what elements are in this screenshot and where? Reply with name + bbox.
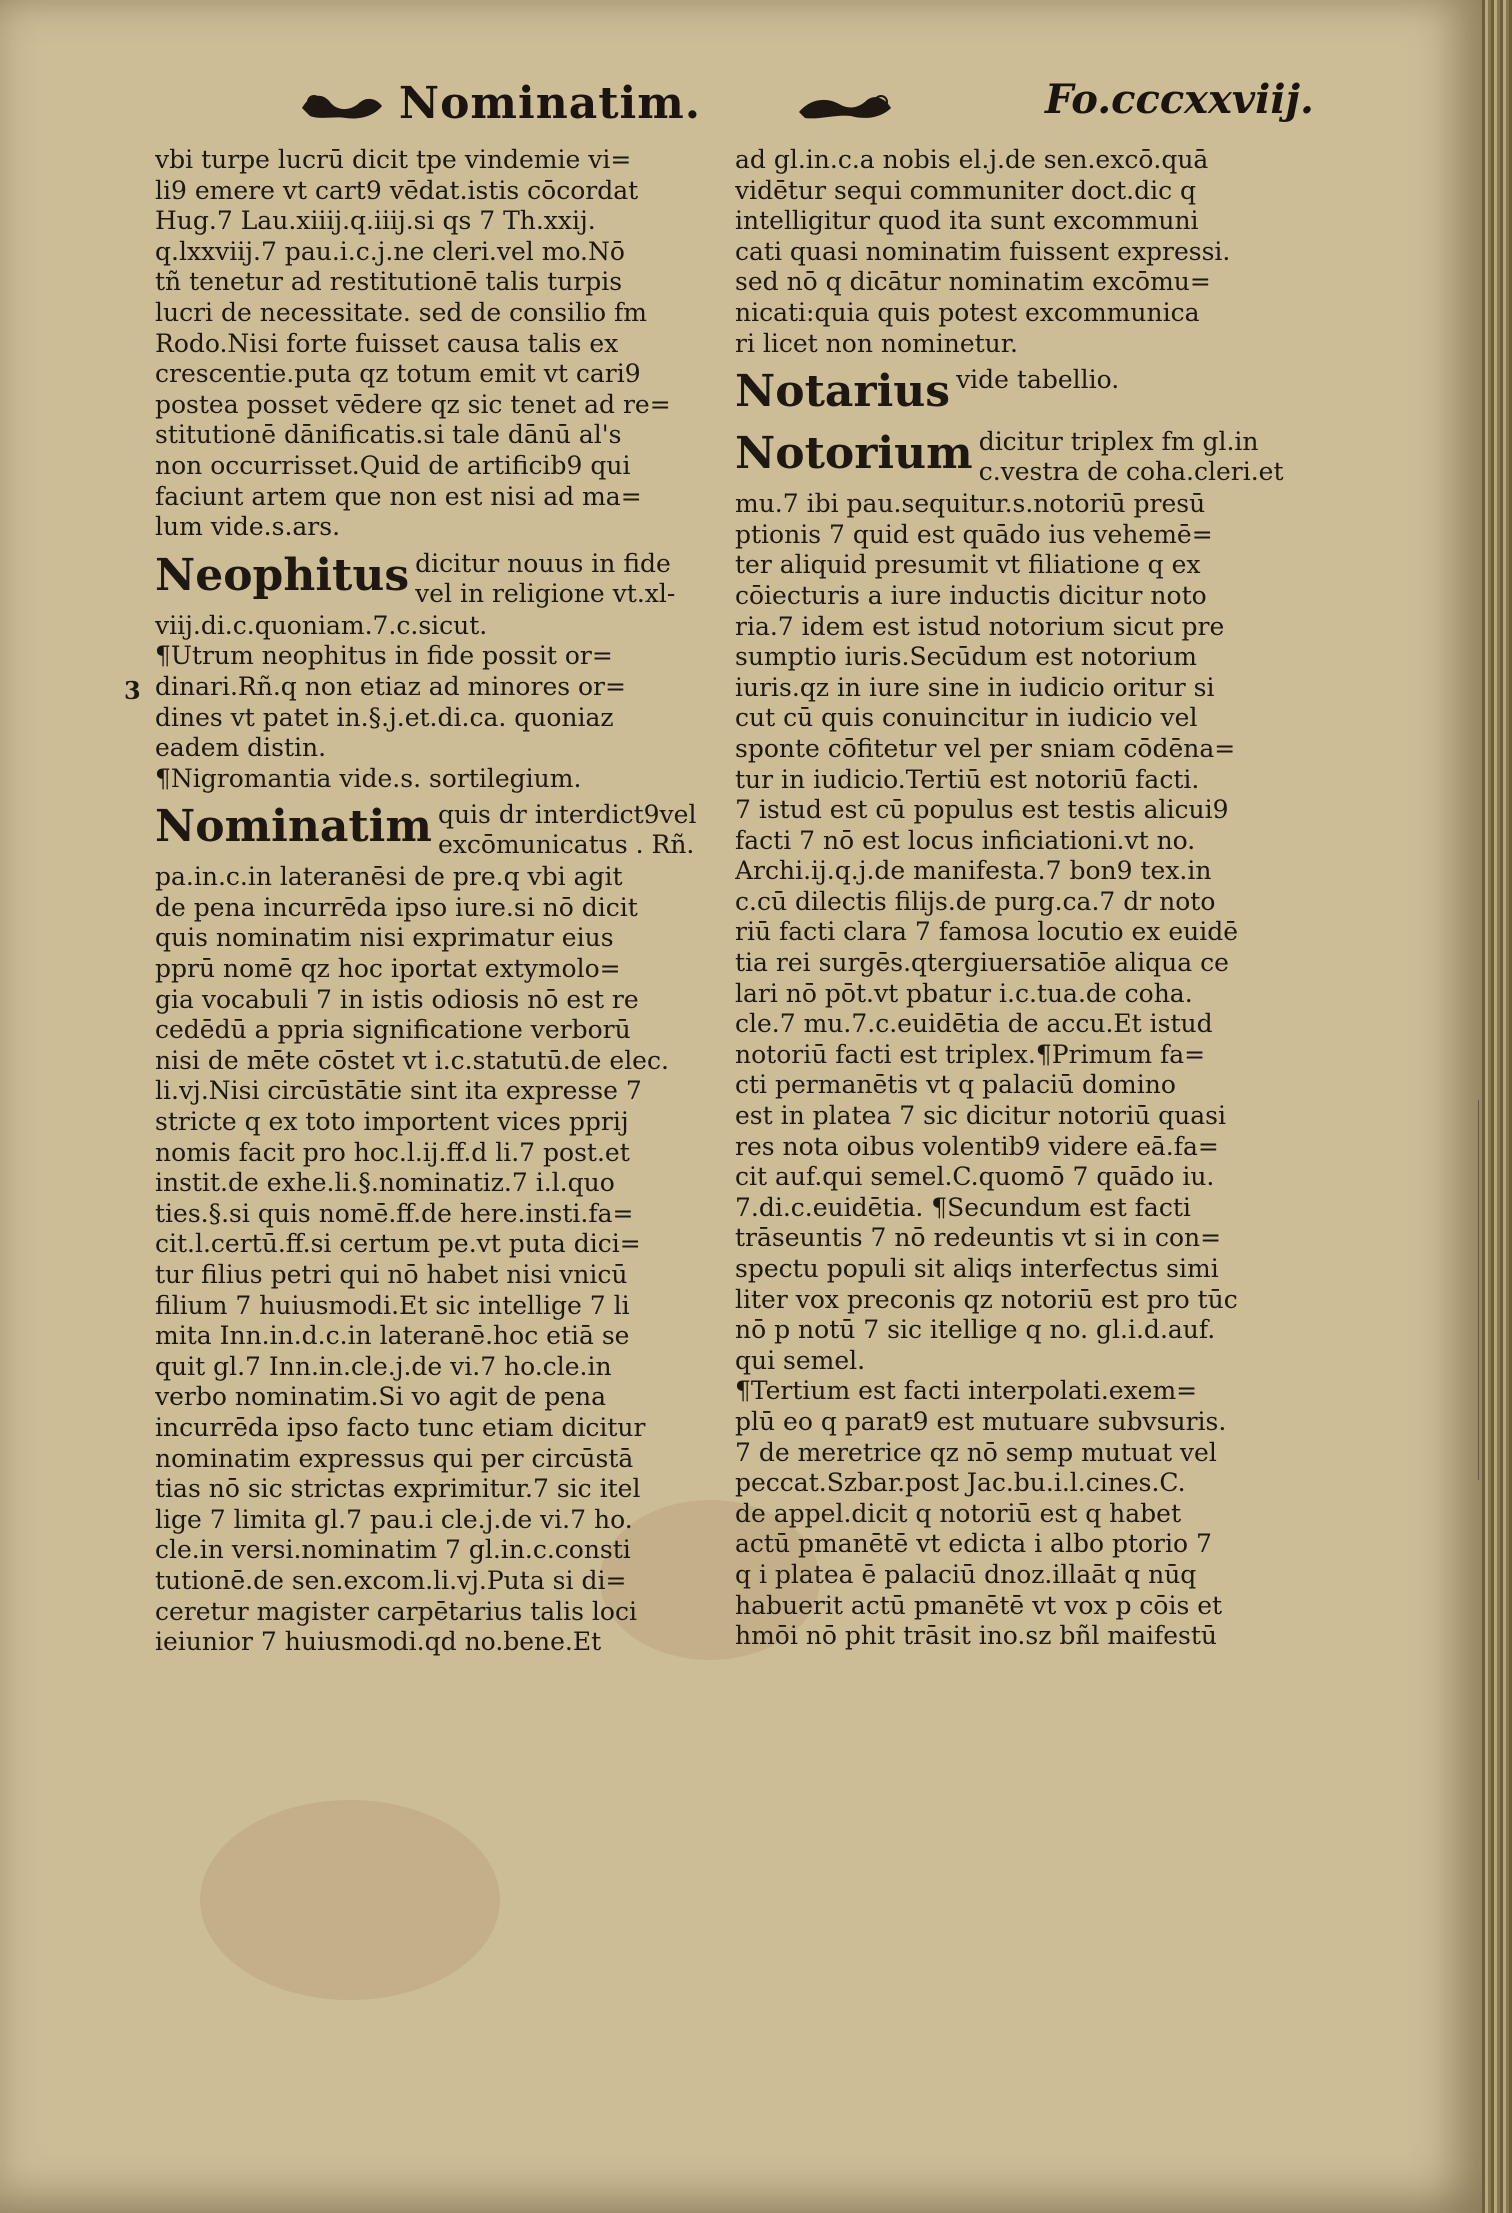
text-line: 7 istud est cū populus est testis alicui9 bbox=[735, 795, 1229, 825]
text-line: liter vox preconis qz notoriū est pro tūc bbox=[735, 1284, 1238, 1314]
text-line: excōmunicatus . Rñ. bbox=[437, 830, 695, 860]
text-line: iuris.qz in iure sine in iudicio oritur si bbox=[735, 672, 1215, 702]
text-line: cut cū quis conuincitur in iudicio vel bbox=[735, 703, 1198, 733]
text-line: dinari.Rñ.q non etiaz ad minores or= bbox=[155, 671, 626, 701]
text-line: cōiecturis a iure inductis dicitur noto bbox=[735, 580, 1207, 610]
text-line: 7.di.c.euidētia. ¶Secundum est facti bbox=[735, 1192, 1191, 1222]
folio-number: Fo.cccxxviij. bbox=[1045, 76, 1314, 123]
text-line: nicati:quia quis potest excommunica bbox=[735, 297, 1200, 327]
pencil-mark bbox=[1470, 1100, 1479, 1480]
left-ornament bbox=[300, 86, 385, 126]
text-line: intelligitur quod ita sunt excommuni bbox=[735, 206, 1199, 236]
text-line: sponte cōfitetur vel per sniam cōdēna= bbox=[735, 733, 1236, 763]
text-line: lige 7 limita gl.7 pau.i cle.j.de vi.7 ho. bbox=[155, 1504, 633, 1534]
text-line: ties.§.si quis nomē.ff.de here.insti.fa= bbox=[155, 1198, 634, 1228]
text-line: qui semel. bbox=[735, 1345, 866, 1375]
text-line: viij.di.c.quoniam.7.c.sicut. bbox=[155, 610, 488, 640]
text-line: de pena incurrēda ipso iure.si nō dicit bbox=[155, 892, 638, 922]
text-line: 7 de meretrice qz nō semp mutuat vel bbox=[735, 1437, 1217, 1467]
headword: Notorium bbox=[735, 428, 973, 480]
text-line: cle.in versi.nominatim 7 gl.in.c.consti bbox=[155, 1535, 631, 1565]
text-line: ria.7 idem est istud notorium sicut pre bbox=[735, 611, 1225, 641]
text-line: habuerit actū pmanētē vt vox p cōis et bbox=[735, 1590, 1223, 1620]
text-line: tñ tenetur ad restitutionē talis turpis bbox=[155, 267, 623, 297]
text-line: Rodo.Nisi forte fuisset causa talis ex bbox=[155, 328, 619, 358]
headword-gloss bbox=[415, 547, 675, 609]
left-column bbox=[155, 145, 715, 1658]
headword: Neophitus bbox=[155, 549, 410, 601]
left-text-top bbox=[155, 145, 715, 543]
text-line: incurrēda ipso facto tunc etiam dicitur bbox=[155, 1412, 646, 1442]
text-line: facti 7 nō est locus inficiationi.vt no. bbox=[735, 825, 1196, 855]
text-line: quis dr interdict9vel bbox=[437, 800, 697, 830]
text-line: verbo nominatim.Si vo agit de pena bbox=[155, 1382, 607, 1412]
text-line: faciunt artem que non est nisi ad ma= bbox=[155, 481, 642, 511]
text-line: spectu populi sit aliqs interfectus simi bbox=[735, 1254, 1219, 1283]
text-line: ¶Utrum neophitus in fide possit or= bbox=[155, 641, 613, 671]
right-text-bottom bbox=[735, 489, 1295, 1652]
left-text-mid bbox=[155, 611, 715, 795]
text-line: crescentie.puta qz totum emit vt cari9 bbox=[155, 359, 641, 389]
text-line: tur filius petri qui nō habet nisi vnicū bbox=[155, 1260, 628, 1289]
left-text-bottom bbox=[155, 862, 715, 1657]
headword: Nominatim bbox=[155, 801, 432, 853]
text-line: peccat.Szbar.post Jac.bu.i.l.cines.C. bbox=[735, 1468, 1186, 1498]
text-line: ter aliquid presumit vt filiatione q ex bbox=[735, 550, 1201, 580]
text-line: non occurrisset.Quid de artificib9 qui bbox=[155, 450, 631, 480]
text-line: tias nō sic strictas exprimitur.7 sic itel bbox=[155, 1474, 641, 1504]
text-line: q i platea ē palaciū dnoz.illaāt q nūq bbox=[735, 1559, 1197, 1589]
text-line: q.lxxviij.7 pau.i.c.j.ne cleri.vel mo.Nō bbox=[155, 236, 625, 266]
text-line: plū eo q parat9 est mutuare subvsuris. bbox=[735, 1406, 1227, 1436]
text-line: dicitur nouus in fide bbox=[415, 548, 671, 578]
text-line: trāseuntis 7 nō redeuntis vt si in con= bbox=[735, 1223, 1222, 1253]
entry-notorium bbox=[735, 425, 1295, 487]
text-line: nominatim expressus qui per circūstā bbox=[155, 1443, 634, 1473]
text-line: vidētur sequi communiter doct.dic q bbox=[735, 175, 1197, 205]
text-line: gia vocabuli 7 in istis odiosis nō est re bbox=[155, 984, 639, 1014]
entry-neophitus bbox=[155, 547, 715, 609]
text-line: sed nō q dicātur nominatim excōmu= bbox=[735, 267, 1211, 297]
margin-mark: 3 bbox=[124, 676, 141, 705]
text-line: postea posset vēdere qz sic tenet ad re= bbox=[155, 389, 671, 419]
text-line: sumptio iuris.Secūdum est notorium bbox=[735, 642, 1197, 672]
right-text-top bbox=[735, 145, 1295, 359]
text-line: lari nō pōt.vt pbatur i.c.tua.de coha. bbox=[735, 978, 1193, 1008]
text-line: mita Inn.in.d.c.in lateranē.hoc etiā se bbox=[155, 1321, 630, 1351]
text-line: cit.l.certū.ff.si certum pe.vt puta dici= bbox=[155, 1229, 641, 1259]
text-line: vbi turpe lucrū dicit tpe vindemie vi= bbox=[155, 145, 632, 174]
text-line: Archi.ij.q.j.de manifesta.7 bon9 tex.in bbox=[735, 856, 1212, 886]
text-line: cle.7 mu.7.c.euidētia de accu.Et istud bbox=[735, 1009, 1213, 1039]
text-line: ¶Nigromantia vide.s. sortilegium. bbox=[155, 763, 582, 793]
text-line: dicitur triplex fm gl.in bbox=[978, 427, 1259, 457]
text-line: dines vt patet in.§.j.et.di.ca. quoniaz bbox=[155, 702, 614, 732]
text-line: tutionē.de sen.excom.li.vj.Puta si di= bbox=[155, 1565, 627, 1595]
text-line: nisi de mēte cōstet vt i.c.statutū.de elec. bbox=[155, 1045, 669, 1075]
text-line: quis nominatim nisi exprimatur eius bbox=[155, 923, 614, 953]
text-line: actū pmanētē vt edicta i albo ptorio 7 bbox=[735, 1529, 1212, 1559]
text-line: nomis facit pro hoc.l.ij.ff.d li.7 post.et bbox=[155, 1137, 630, 1167]
text-line: c.vestra de coha.cleri.et bbox=[978, 457, 1284, 487]
text-line: tia rei surgēs.qtergiuersatiōe aliqua ce bbox=[735, 948, 1229, 978]
running-title: Nominatim. bbox=[398, 78, 702, 129]
text-line: li.vj.Nisi circūstātie sint ita expresse 7 bbox=[155, 1076, 642, 1106]
text-line: ptionis 7 quid est quādo ius vehemē= bbox=[735, 519, 1213, 549]
text-line: est in platea 7 sic dicitur notoriū quasi bbox=[735, 1101, 1227, 1131]
entry-notarius bbox=[735, 363, 1295, 421]
text-line: pa.in.c.in lateranēsi de pre.q vbi agit bbox=[155, 862, 623, 892]
text-line: cedēdū a ppria significatione verborū bbox=[155, 1015, 631, 1045]
text-line: stricte q ex toto importent vices pprij bbox=[155, 1107, 629, 1137]
text-line: instit.de exhe.li.§.nominatiz.7 i.l.quo bbox=[155, 1168, 615, 1198]
text-line: hmōi nō phit trāsit ino.sz bñl maifestū bbox=[735, 1621, 1217, 1651]
text-line: vel in religione vt.xl- bbox=[415, 578, 676, 608]
text-line: eadem distin. bbox=[155, 733, 327, 763]
text-line: lucri de necessitate. sed de consilio fm bbox=[155, 297, 648, 327]
text-line: ri licet non nominetur. bbox=[735, 328, 1018, 358]
headword: Notarius bbox=[735, 366, 951, 418]
text-line: ad gl.in.c.a nobis el.j.de sen.excō.quā bbox=[735, 145, 1209, 174]
text-line: nō p notū 7 sic itellige q no. gl.i.d.auf. bbox=[735, 1315, 1216, 1345]
text-line: ieiunior 7 huiusmodi.qd no.bene.Et bbox=[155, 1627, 602, 1657]
text-line: mu.7 ibi pau.sequitur.s.notoriū presū bbox=[735, 489, 1206, 519]
text-line: vide tabellio. bbox=[956, 365, 1120, 395]
text-line: Hug.7 Lau.xiiij.q.iiij.si qs 7 Th.xxij. bbox=[155, 206, 596, 236]
right-column bbox=[735, 145, 1295, 1652]
page-edges bbox=[1482, 0, 1512, 2213]
headword-gloss bbox=[438, 798, 697, 860]
text-line: filium 7 huiusmodi.Et sic intellige 7 li bbox=[155, 1290, 630, 1320]
text-line: stitutionē dānificatis.si tale dānū al's bbox=[155, 420, 622, 450]
text-line: res nota oibus volentib9 videre eā.fa= bbox=[735, 1131, 1219, 1161]
text-line: ¶Tertium est facti interpolati.exem= bbox=[735, 1376, 1198, 1406]
text-line: ceretur magister carpētarius talis loci bbox=[155, 1596, 637, 1626]
text-line: cit auf.qui semel.C.quomō 7 quādo iu. bbox=[735, 1162, 1215, 1192]
headword-gloss bbox=[979, 425, 1284, 487]
text-line: de appel.dicit q notoriū est q habet bbox=[735, 1498, 1181, 1528]
text-line: cati quasi nominatim fuissent expressi. bbox=[735, 236, 1231, 266]
entry-nominatim bbox=[155, 798, 715, 860]
text-line: tur in iudicio.Tertiū est notoriū facti. bbox=[735, 764, 1200, 794]
headword-gloss bbox=[956, 363, 1119, 395]
text-line: pprū nomē qz hoc iportat extymolo= bbox=[155, 954, 621, 984]
text-line: notoriū facti est triplex.¶Primum fa= bbox=[735, 1039, 1206, 1069]
text-line: quit gl.7 Inn.in.cle.j.de vi.7 ho.cle.in bbox=[155, 1351, 612, 1381]
text-line: c.cū dilectis filijs.de purg.ca.7 dr noto bbox=[735, 886, 1216, 916]
text-line: lum vide.s.ars. bbox=[155, 512, 341, 542]
paper-stain bbox=[200, 1800, 500, 2000]
text-line: riū facti clara 7 famosa locutio ex euidē bbox=[735, 917, 1239, 947]
text-line: li9 emere vt cart9 vēdat.istis cōcordat bbox=[155, 175, 639, 205]
right-ornament bbox=[795, 86, 895, 126]
text-line: cti permanētis vt q palaciū domino bbox=[735, 1070, 1176, 1100]
